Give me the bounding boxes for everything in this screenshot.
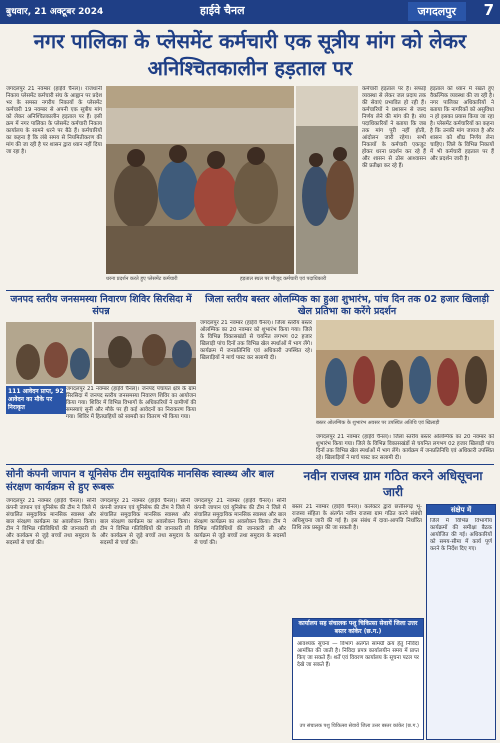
story3-body: जगदलपुर 21 नवम्बर (हाईवे चैनल)। जिला स्तरीय बस्तर ओलम्पिक का 20 नवम्बर को शुभारंभ किया गया। जिले के विभिन्न विकासखंडों से चयनित लगभग 02 हजार खिलाड़ी पांच दिनों तक विभिन्न खेल स्पर्धाओं में भाग लेंगे। कार्यक्रम में जनप्रतिनिधि एवं अधिकारी उपस्थित रहे। खिलाड़ियों ने मार्च पास्ट कर सलामी दी। [200, 320, 312, 361]
lead-photo [106, 86, 294, 274]
protest-photo-icon [296, 86, 358, 274]
section-divider-2 [6, 464, 494, 465]
brief-body: जिले में विभिन्न विभागीय कार्यक्रमों की समीक्षा बैठक आयोजित की गई। अधिकारियों को समय-सीमा में कार्य पूर्ण करने के निर्देश दिए गए। [430, 518, 492, 552]
story2-body: जगदलपुर 21 नवम्बर (हाईवे चैनल)। जनपद पंचायत क्षेत्र के ग्राम सिरसिदा में जनपद स्तरीय जनसमस्या निवारण शिविर का आयोजन किया गया। शिविर में विभिन्न विभागों के अधिकारियों ने ग्रामीणों की समस्याएं सुनीं और मौके पर ही कई आवेदनों का निराकरण किया गया। शिविर में हितग्राहियों को सामग्री का वितरण भी किया गया। [66, 386, 196, 420]
brief-title: संक्षेप में [427, 505, 495, 515]
story4-column-1: जगदलपुर 21 नवम्बर (हाईवे चैनल)। सोनी कंपनी जापान एवं यूनिसेफ की टीम ने जिले में संचालित समुदायिक मानसिक स्वास्थ्य और बाल संरक्षण कार्यक्रम का अवलोकन किया। टीम ने विभिन्न गतिविधियों की जानकारी ली और कार्यक्रम से जुड़े बच्चों तथा समुदाय के सदस्यों से चर्चा की। [6, 498, 96, 546]
story3-body-cont: जगदलपुर 21 नवम्बर (हाईवे चैनल)। जिला स्तरीय बस्तर ओलम्पिक का 20 नवम्बर को शुभारंभ किया गया। जिले के विभिन्न विकासखंडों से चयनित लगभग 02 हजार खिलाड़ी पांच दिनों तक विभिन्न खेल स्पर्धाओं में भाग लेंगे। कार्यक्रम में जनप्रतिनिधि एवं अधिकारी उपस्थित रहे। खिलाड़ियों ने मार्च पास्ट कर सलामी दी। [316, 434, 494, 460]
paper-name: हाईवे चैनल [200, 4, 245, 17]
story2-headline: जनपद स्तरीय जनसमस्या निवारण शिविर सिरसिदा में संपन्न [10, 294, 192, 317]
lead-caption-2: हड़ताल स्थल पर मौजूद कर्मचारी एवं पदाधिकारी [240, 276, 327, 282]
lead-column-2: कर्मचारी हड़ताल पर हैं। सफाई व्यवस्था से लेकर जल प्रदाय तक की सेवाएं प्रभावित हो रही हैं। कर्मचारियों ने प्रशासन से जल्द निर्णय लेने की मांग की है। संघ पदाधिकारियों ने बताया कि जब तक मांग पूरी नहीं होती, आंदोलन जारी रहेगा। सभी निकायों के कर्मचारी एकजुट होकर धरना प्रदर्शन कर रहे हैं और शासन से ठोस आश्वासन की प्रतीक्षा कर रहे हैं। [362, 86, 426, 169]
notice-body: आवश्यक सूचना — विभाग अंतर्गत सामग्री क्रय हेतु निविदा आमंत्रित की जाती है। निविदा प्रपत्र कार्यालयीन समय में प्राप्त किए जा सकते हैं। शर्तें एवं विवरण कार्यालय के सूचना पटल पर देखे जा सकते हैं। [297, 641, 419, 668]
story4-headline: सोनी कंपनी जापान व यूनिसेफ टीम समुदायिक मानसिक स्वास्थ्य और बाल संरक्षण कार्यक्रम से हुए रूबरू [6, 469, 274, 493]
lead-headline: नगर पालिका के प्लेसमेंट कर्मचारी एक सूत्रीय मांग को लेकर अनिश्चितकालीन हड़ताल पर [33, 29, 467, 80]
section-divider [6, 290, 494, 291]
lead-photo-2 [296, 86, 358, 274]
story4-column-2: जगदलपुर 21 नवम्बर (हाईवे चैनल)। सोनी कंपनी जापान एवं यूनिसेफ की टीम ने जिले में संचालित समुदायिक मानसिक स्वास्थ्य और बाल संरक्षण कार्यक्रम का अवलोकन किया। टीम ने विभिन्न गतिविधियों की जानकारी ली और कार्यक्रम से जुड़े बच्चों तथा समुदाय के सदस्यों से चर्चा की। [100, 498, 190, 546]
story3-headline: जिला स्तरीय बस्तर ओलम्पिक का हुआ शुभारंभ, पांच दिन तक 02 हजार खिलाड़ी खेल प्रतिभा का करेंगे प्रदर्शन [205, 294, 489, 317]
notice-title: कार्यालय सह संचालक पशु चिकित्सा सेवायें जिला उत्तर बस्तर कांकेर (छ.ग.) [293, 619, 423, 637]
story2-badge: 111 आवेदन प्राप्त, 92 आवेदन का मौके पर निराकृत [6, 386, 66, 414]
olympic-photo-icon [316, 320, 494, 418]
lead-caption-1: धरना प्रदर्शन करते हुए प्लेसमेंट कर्मचारी [106, 276, 178, 282]
lead-column-1: जगदलपुर 21 नवम्बर (हाईवे चैनल)। राजधानी निकाय प्लेसमेंट कर्मचारी संघ के आह्वान पर प्रदेश भर के समस्त नगरीय निकायों के प्लेसमेंट कर्मचारी 19 नवम्बर से अपनी एक सूत्रीय मांग को लेकर अनिश्चितकालीन हड़ताल पर हैं। इसी क्रम में नगर पालिका के प्लेसमेंट कर्मचारी निकाय कार्यालय के सामने धरने पर बैठे हैं। कर्मचारियों का कहना है कि लंबे समय से नियमितीकरण की मांग की जा रही है पर शासन द्वारा ध्यान नहीं दिया जा रहा है। [6, 86, 102, 155]
brief-sidebar [426, 504, 496, 740]
crowd-photo-icon [106, 86, 294, 274]
story2-photo [6, 322, 92, 384]
issue-date: बुधवार, 21 अक्टूबर 2024 [6, 7, 104, 17]
story2-photo-2 [94, 322, 196, 384]
city-tag: जगदलपुर [408, 2, 466, 21]
page-number: 7 [483, 1, 494, 19]
story5-headline: नवीन राजस्व ग्राम गठित करने अधिसूचना जारी [303, 469, 483, 499]
story3-caption: बस्तर ओलम्पिक के शुभारंभ अवसर पर उपस्थित अतिथि एवं खिलाड़ी [316, 420, 440, 426]
lead-column-3: हड़ताल को ध्यान में रखते हुए वैकल्पिक व्यवस्था की जा रही है। नगर पालिका अधिकारियों ने बताया कि नागरिकों को असुविधा न हो इसका प्रयास किया जा रहा है। प्लेसमेंट कर्मचारियों का कहना है कि उनकी मांग जायज है और शासन को शीघ्र निर्णय लेना चाहिए। जिले के विभिन्न निकायों में भी कर्मचारी हड़ताल पर हैं और प्रदर्शन जारी है। [430, 86, 494, 162]
notice-footer: उप संचालक पशु चिकित्सा सेवायें जिला उत्तर बस्तर कांकेर (छ.ग.) [299, 723, 419, 729]
story5-body: बस्तर 21 नवम्बर (हाईवे चैनल)। कलेक्टर द्वारा छत्तीसगढ़ भू-राजस्व संहिता के अंतर्गत नवीन राजस्व ग्राम गठित करने संबंधी अधिसूचना जारी की गई है। इस संबंध में दावा-आपत्ति निर्धारित तिथि तक प्रस्तुत की जा सकती है। [292, 504, 422, 531]
tender-notice [292, 618, 424, 740]
story3-photo [316, 320, 494, 418]
camp-photo-icon [6, 322, 92, 384]
meeting-photo-icon [94, 322, 196, 384]
story4-column-3: जगदलपुर 21 नवम्बर (हाईवे चैनल)। सोनी कंपनी जापान एवं यूनिसेफ की टीम ने जिले में संचालित समुदायिक मानसिक स्वास्थ्य और बाल संरक्षण कार्यक्रम का अवलोकन किया। टीम ने विभिन्न गतिविधियों की जानकारी ली और कार्यक्रम से जुड़े बच्चों तथा समुदाय के सदस्यों से चर्चा की। [194, 498, 286, 546]
masthead [0, 0, 500, 24]
